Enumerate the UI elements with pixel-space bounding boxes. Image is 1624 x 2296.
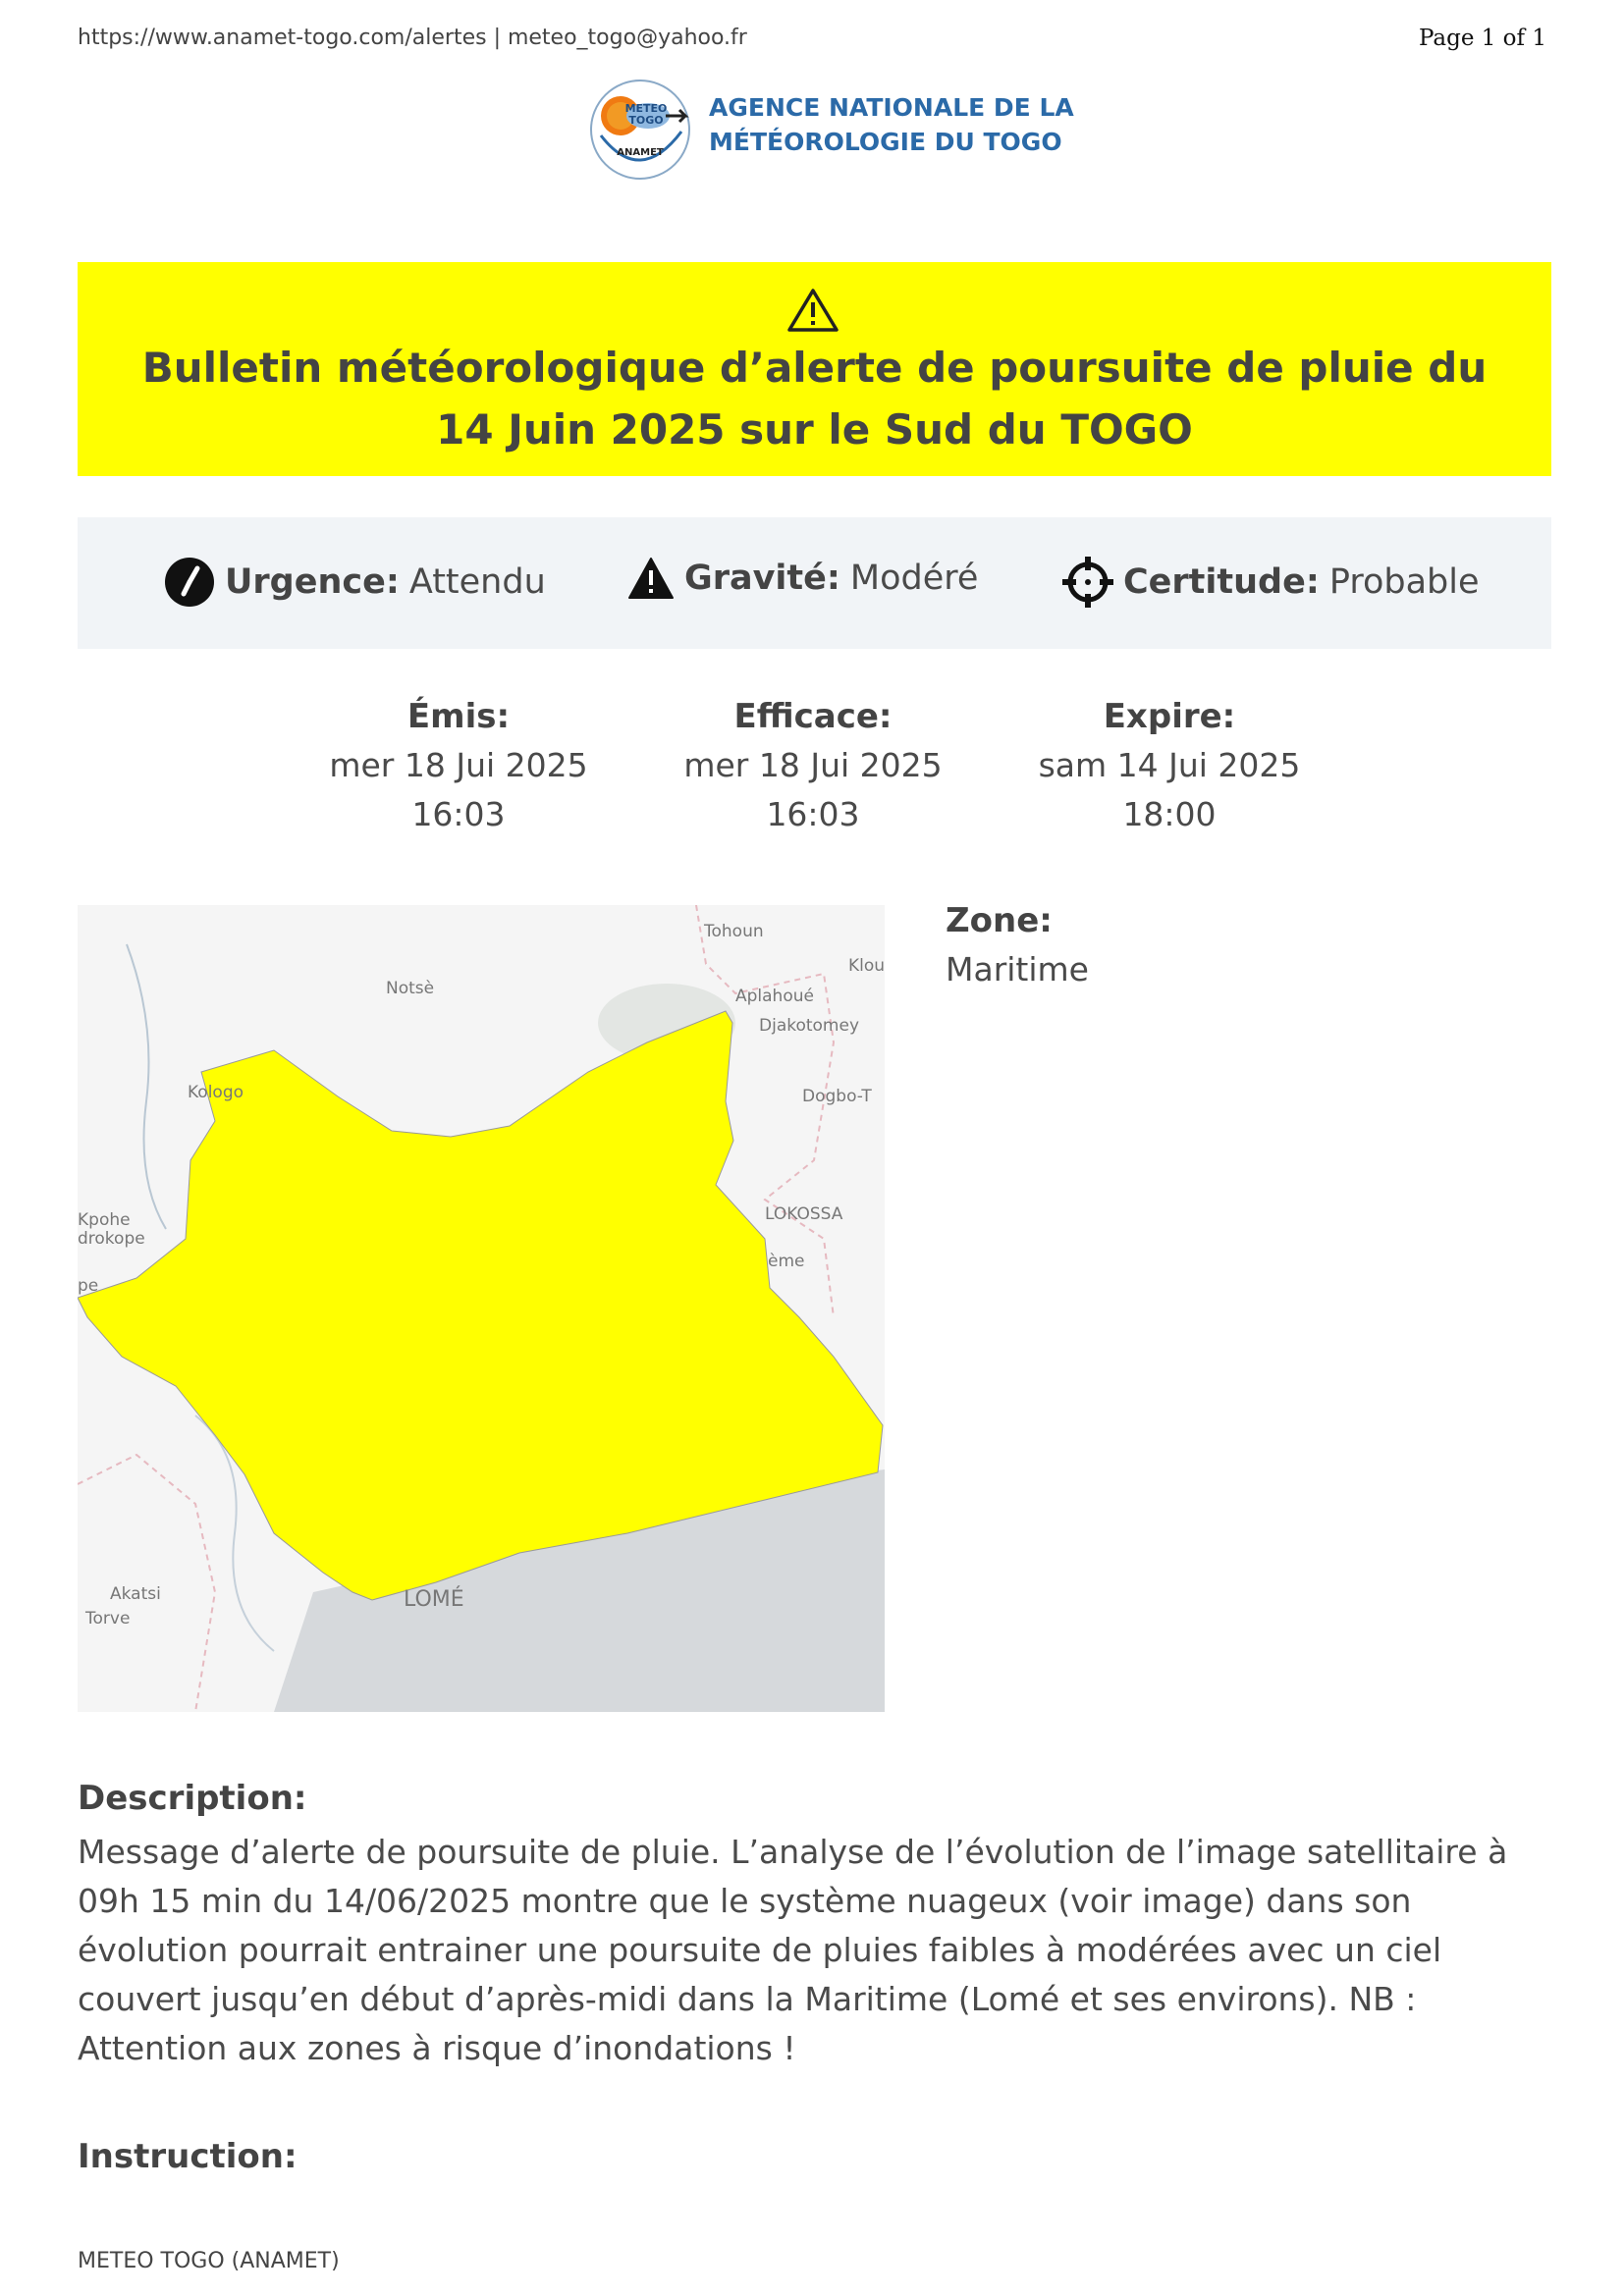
urgency-item xyxy=(164,557,546,608)
effective-day: mer 18 Jui 2025 xyxy=(683,746,943,784)
severity-value: Modéré xyxy=(849,559,979,598)
header-url[interactable]: https://www.anamet-togo.com/alertes xyxy=(78,26,487,50)
map-label-drokope: drokope xyxy=(78,1229,145,1249)
expires-time: 18:00 xyxy=(1122,795,1217,833)
header-email[interactable]: | meteo_togo@yahoo.fr xyxy=(493,26,747,50)
crosshair-icon xyxy=(1062,557,1113,608)
alert-meta-bar xyxy=(78,517,1551,649)
agency-name-line2: MÉTÉOROLOGIE DU TOGO xyxy=(709,128,1062,156)
certainty-label: Certitude: xyxy=(1123,562,1320,602)
urgency-label: Urgence: xyxy=(225,562,400,602)
effective-time: 16:03 xyxy=(766,795,860,833)
alert-banner xyxy=(78,262,1551,476)
certainty-value: Probable xyxy=(1328,562,1480,602)
map-label-aplahoue: Aplahoué xyxy=(735,987,814,1006)
agency-name xyxy=(709,90,1074,159)
map-label-dogbo: Dogbo-T xyxy=(802,1087,872,1106)
description-label: Description: xyxy=(78,1779,307,1818)
header-source xyxy=(78,26,747,50)
map-label-klou: Klou xyxy=(848,956,885,976)
issued-day: mer 18 Jui 2025 xyxy=(329,746,588,784)
warning-triangle-icon xyxy=(786,288,839,333)
map-label-lome: LOMÉ xyxy=(404,1587,464,1612)
map-label-djakotomey: Djakotomey xyxy=(759,1016,860,1036)
description-text: Message d’alerte de poursuite de pluie. L’analyse de l’évolution de l’image satellitaire à 09h 15 min du 14/06/2025 montre que le système nuageux (voir image) dans son évolution pourrait entrainer une poursuite de pluies faibles à modérées avec un ciel couvert jusqu’en début d’après-midi dans la Maritime (Lomé et ses environs). NB : Attention aux zones à risque d’inondations ! xyxy=(78,1833,1508,2067)
alert-title xyxy=(78,337,1551,460)
warning-icon xyxy=(627,557,675,600)
meteo-togo-emblem-icon xyxy=(587,77,697,183)
severity-item xyxy=(627,557,978,600)
map-label-torve: Torve xyxy=(85,1609,131,1629)
alert-title-line1: Bulletin météorologique d’alerte de poursuite de pluie du xyxy=(141,344,1488,392)
map-label-akatsi: Akatsi xyxy=(110,1584,161,1604)
page-number: Page 1 of 1 xyxy=(1418,26,1546,51)
map-label-notse: Notsè xyxy=(386,979,435,998)
instruction-label: Instruction: xyxy=(78,2137,298,2176)
urgency-value: Attendu xyxy=(408,562,546,602)
clock-icon xyxy=(164,557,215,608)
effective-date xyxy=(646,692,980,839)
expires-date xyxy=(1002,692,1336,839)
agency-logo xyxy=(587,77,1074,183)
footer-agency: METEO TOGO (ANAMET) xyxy=(78,2249,340,2273)
alert-zone-map[interactable] xyxy=(78,905,885,1712)
effective-label: Efficace: xyxy=(733,697,893,736)
zone-value: Maritime xyxy=(946,950,1089,988)
issued-label: Émis: xyxy=(406,697,511,736)
map-label-kpohe: Kpohe xyxy=(78,1210,131,1230)
certainty-item xyxy=(1062,557,1480,608)
issued-date xyxy=(292,692,625,839)
alert-title-line2: 14 Juin 2025 sur le Sud du TOGO xyxy=(436,405,1193,454)
expires-label: Expire: xyxy=(1103,697,1236,736)
map-label-kologo: Kologo xyxy=(188,1083,244,1102)
map-canvas xyxy=(78,905,885,1712)
agency-name-line1: AGENCE NATIONALE DE LA xyxy=(709,93,1074,122)
svg-text:TOGO: TOGO xyxy=(628,114,664,127)
severity-label: Gravité: xyxy=(684,559,840,598)
svg-text:METEO: METEO xyxy=(624,102,668,115)
zone-label: Zone: xyxy=(946,901,1053,940)
map-label-pe: pe xyxy=(78,1276,99,1296)
map-label-lokossa: LOKOSSA xyxy=(765,1204,843,1224)
expires-day: sam 14 Jui 2025 xyxy=(1038,746,1301,784)
map-label-come: ème xyxy=(768,1252,805,1271)
issued-time: 16:03 xyxy=(411,795,506,833)
svg-text:ANAMET: ANAMET xyxy=(617,147,664,158)
map-label-tohoun: Tohoun xyxy=(704,922,764,941)
